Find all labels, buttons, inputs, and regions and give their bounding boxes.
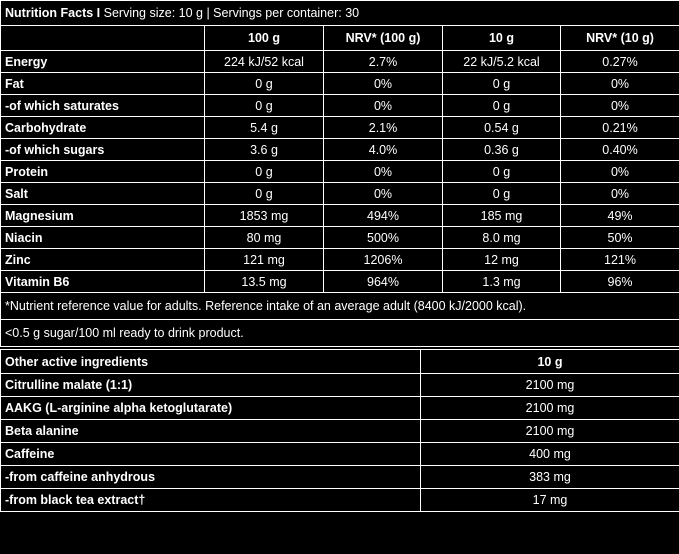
nutrient-value-100g: 13.5 mg: [205, 271, 324, 293]
ingredient-amount: 17 mg: [421, 489, 679, 512]
other-active-ingredients-table: [0, 349, 679, 512]
ingredient-name: Beta alanine: [1, 420, 421, 443]
nutrient-name: Salt: [1, 183, 205, 205]
table-row: [1, 249, 679, 271]
ingredient-amount: 383 mg: [421, 466, 679, 489]
nutrient-nrv-100g: 2.1%: [324, 117, 443, 139]
nutrient-name: Protein: [1, 161, 205, 183]
nutrient-nrv-100g: 494%: [324, 205, 443, 227]
nutrient-value-100g: 0 g: [205, 95, 324, 117]
footnote-row-nrv: [1, 293, 679, 320]
table-row: [1, 420, 679, 443]
nutrient-name: Carbohydrate: [1, 117, 205, 139]
nutrient-nrv-100g: 4.0%: [324, 139, 443, 161]
nutrient-nrv-10g: 49%: [561, 205, 679, 227]
table-row: [1, 271, 679, 293]
nutrient-value-10g: 0.54 g: [443, 117, 561, 139]
column-header-row: [1, 26, 679, 51]
nutrition-title-row: [1, 1, 679, 26]
nutrient-nrv-100g: 2.7%: [324, 51, 443, 73]
footnote-row-sugar: [1, 320, 679, 347]
nutrient-name: Niacin: [1, 227, 205, 249]
ingredients-header-right: 10 g: [421, 350, 679, 374]
nutrient-value-100g: 0 g: [205, 73, 324, 95]
ingredient-name: -from black tea extract†: [1, 489, 421, 512]
nutrient-nrv-10g: 0.27%: [561, 51, 679, 73]
ingredients-header-row: [1, 350, 679, 374]
nutrient-nrv-10g: 0%: [561, 183, 679, 205]
nutrient-value-10g: 1.3 mg: [443, 271, 561, 293]
nutrient-nrv-100g: 500%: [324, 227, 443, 249]
nutrient-value-100g: 5.4 g: [205, 117, 324, 139]
ingredient-name: AAKG (L-arginine alpha ketoglutarate): [1, 397, 421, 420]
nutrient-name: Magnesium: [1, 205, 205, 227]
table-row: [1, 397, 679, 420]
table-row: [1, 205, 679, 227]
nutrient-nrv-10g: 121%: [561, 249, 679, 271]
nutrition-title: [1, 1, 679, 26]
nutrient-value-10g: 185 mg: [443, 205, 561, 227]
table-row: [1, 183, 679, 205]
nutrient-name: Zinc: [1, 249, 205, 271]
ingredient-name: -from caffeine anhydrous: [1, 466, 421, 489]
nutrient-nrv-10g: 0.40%: [561, 139, 679, 161]
nutrient-nrv-10g: 96%: [561, 271, 679, 293]
table-row: [1, 73, 679, 95]
nutrient-nrv-100g: 964%: [324, 271, 443, 293]
ingredient-amount: 2100 mg: [421, 397, 679, 420]
table-row: [1, 95, 679, 117]
nutrient-nrv-100g: 0%: [324, 161, 443, 183]
nutrient-value-100g: 3.6 g: [205, 139, 324, 161]
nutrient-value-100g: 0 g: [205, 161, 324, 183]
nutrient-value-10g: 8.0 mg: [443, 227, 561, 249]
nutrient-value-100g: 1853 mg: [205, 205, 324, 227]
table-row: [1, 139, 679, 161]
table-row: [1, 117, 679, 139]
column-header-blank: [1, 26, 205, 51]
column-header-nrv-10g: NRV* (10 g): [561, 26, 679, 51]
nutrient-value-100g: 224 kJ/52 kcal: [205, 51, 324, 73]
ingredient-amount: 2100 mg: [421, 420, 679, 443]
nutrient-value-10g: 0 g: [443, 73, 561, 95]
ingredient-name: Caffeine: [1, 443, 421, 466]
ingredient-name: Citrulline malate (1:1): [1, 374, 421, 397]
nutrient-value-10g: 22 kJ/5.2 kcal: [443, 51, 561, 73]
nutrient-nrv-10g: 0.21%: [561, 117, 679, 139]
nutrient-name: Energy: [1, 51, 205, 73]
table-row: [1, 51, 679, 73]
nutrient-name: Vitamin B6: [1, 271, 205, 293]
nutrition-title-bold: Nutrition Facts I: [5, 6, 101, 20]
nutrient-name: -of which sugars: [1, 139, 205, 161]
ingredient-amount: 400 mg: [421, 443, 679, 466]
nutrient-nrv-10g: 0%: [561, 95, 679, 117]
nutrient-value-10g: 0 g: [443, 95, 561, 117]
column-header-10g: 10 g: [443, 26, 561, 51]
ingredient-amount: 2100 mg: [421, 374, 679, 397]
nutrient-nrv-10g: 0%: [561, 161, 679, 183]
nutrient-value-100g: 0 g: [205, 183, 324, 205]
table-row: [1, 161, 679, 183]
nutrient-value-100g: 121 mg: [205, 249, 324, 271]
nutrient-value-10g: 0 g: [443, 161, 561, 183]
table-row: [1, 227, 679, 249]
footnote-nrv: *Nutrient reference value for adults. Reference intake of an average adult (8400 kJ/2000 kcal).: [1, 293, 679, 320]
nutrient-nrv-100g: 0%: [324, 73, 443, 95]
nutrient-value-10g: 0 g: [443, 183, 561, 205]
footnote-sugar: <0.5 g sugar/100 ml ready to drink product.: [1, 320, 679, 347]
column-header-nrv-100g: NRV* (100 g): [324, 26, 443, 51]
table-row: [1, 374, 679, 397]
nutrient-value-10g: 12 mg: [443, 249, 561, 271]
nutrient-nrv-100g: 1206%: [324, 249, 443, 271]
nutrient-value-100g: 80 mg: [205, 227, 324, 249]
table-row: [1, 466, 679, 489]
nutrient-nrv-10g: 0%: [561, 73, 679, 95]
table-row: [1, 443, 679, 466]
nutrient-name: -of which saturates: [1, 95, 205, 117]
column-header-100g: 100 g: [205, 26, 324, 51]
nutrient-nrv-10g: 50%: [561, 227, 679, 249]
nutrient-value-10g: 0.36 g: [443, 139, 561, 161]
nutrient-name: Fat: [1, 73, 205, 95]
ingredients-header-left: Other active ingredients: [1, 350, 421, 374]
table-row: [1, 489, 679, 512]
nutrition-title-rest: Serving size: 10 g | Servings per container: 30: [100, 6, 360, 20]
nutrient-nrv-100g: 0%: [324, 95, 443, 117]
nutrient-nrv-100g: 0%: [324, 183, 443, 205]
